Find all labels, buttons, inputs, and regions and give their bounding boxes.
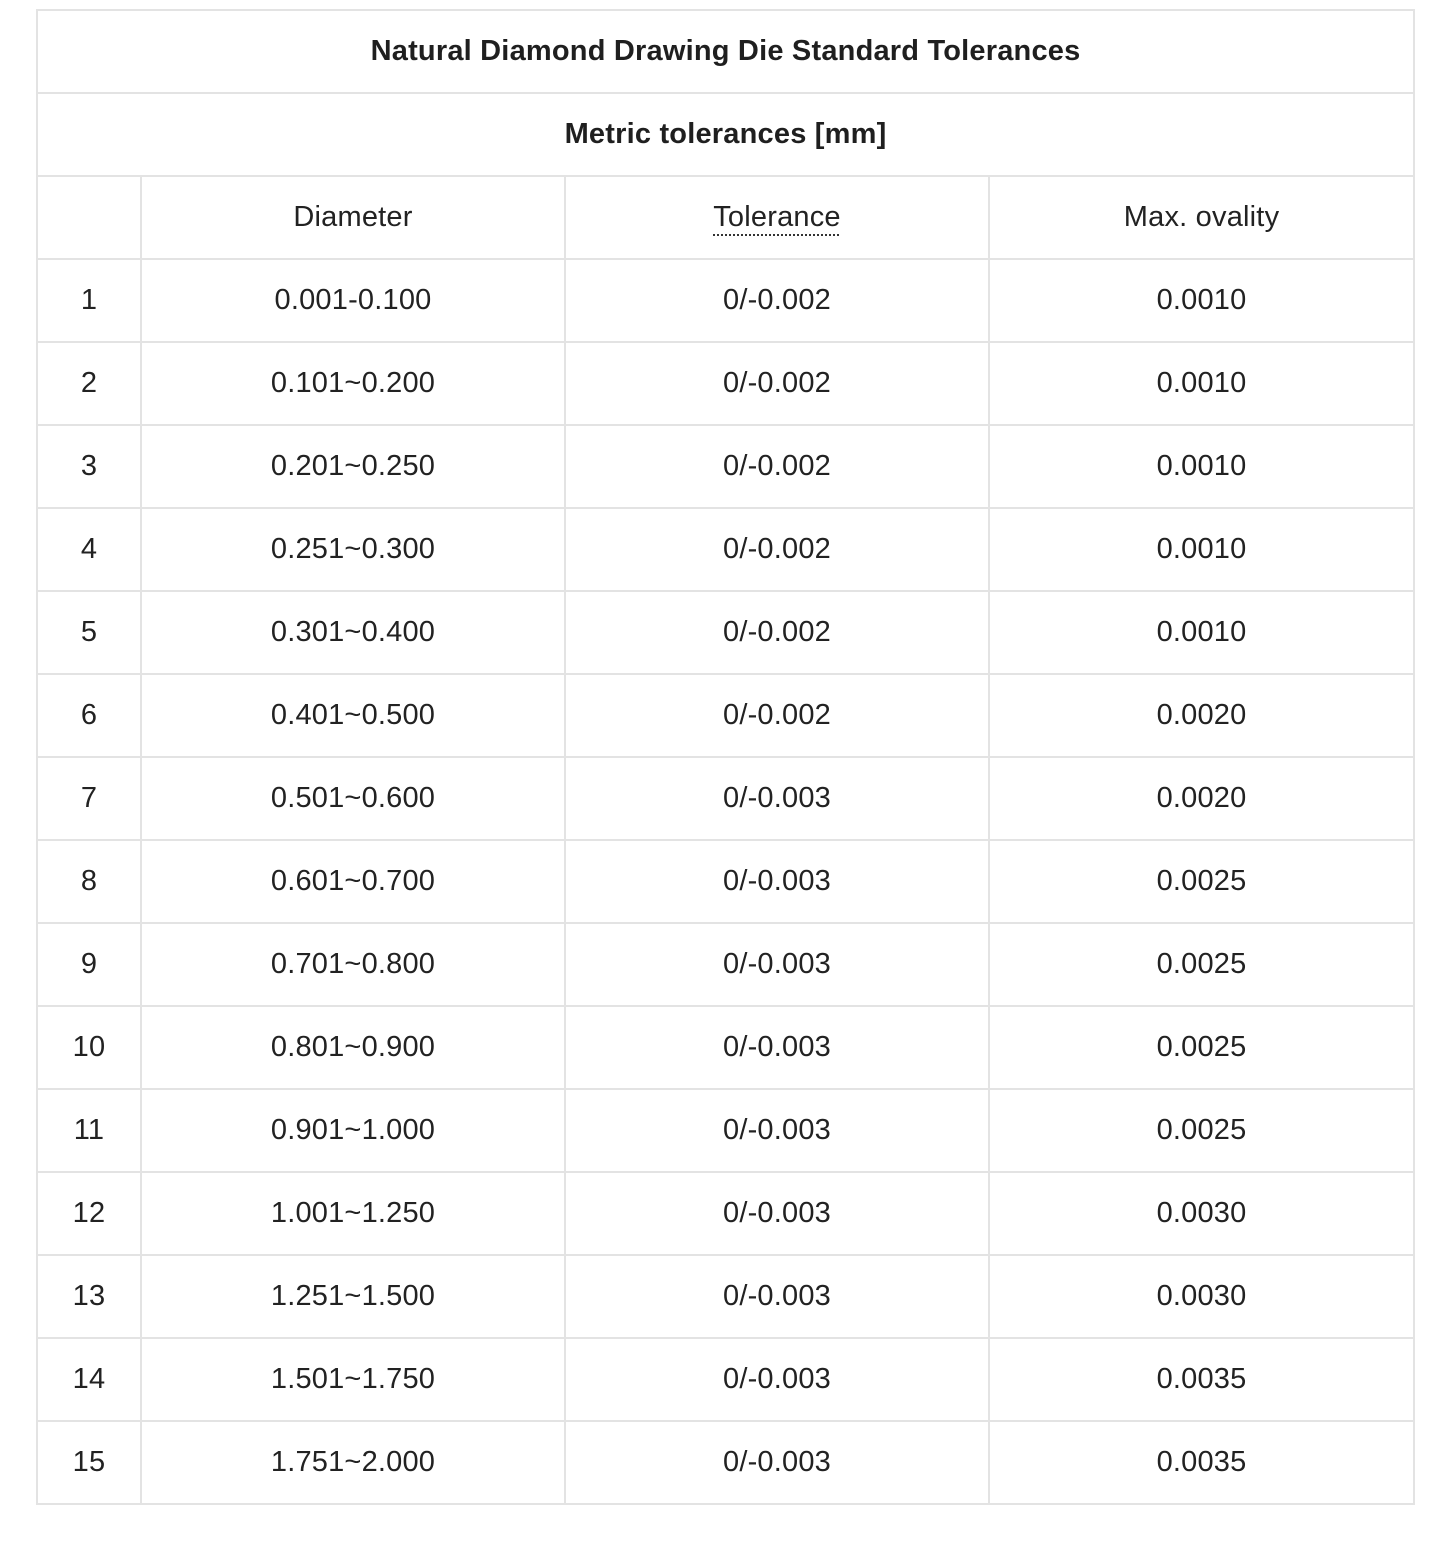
cell-tolerance: 0/-0.003 xyxy=(565,1255,989,1338)
cell-index: 12 xyxy=(37,1172,141,1255)
cell-max-ovality: 0.0020 xyxy=(989,757,1414,840)
cell-tolerance: 0/-0.003 xyxy=(565,1172,989,1255)
header-diameter: Diameter xyxy=(141,176,565,259)
header-tolerance xyxy=(565,176,989,259)
cell-index: 5 xyxy=(37,591,141,674)
cell-tolerance: 0/-0.003 xyxy=(565,1338,989,1421)
table-row xyxy=(37,757,1414,840)
table-row xyxy=(37,259,1414,342)
cell-max-ovality: 0.0030 xyxy=(989,1172,1414,1255)
title-row xyxy=(37,10,1414,93)
cell-tolerance: 0/-0.002 xyxy=(565,425,989,508)
cell-diameter: 0.101~0.200 xyxy=(141,342,565,425)
table-row xyxy=(37,674,1414,757)
cell-diameter: 1.501~1.750 xyxy=(141,1338,565,1421)
cell-diameter: 0.401~0.500 xyxy=(141,674,565,757)
cell-index: 6 xyxy=(37,674,141,757)
table-row xyxy=(37,923,1414,1006)
cell-diameter: 1.001~1.250 xyxy=(141,1172,565,1255)
subtitle-row xyxy=(37,93,1414,176)
header-max-ovality: Max. ovality xyxy=(989,176,1414,259)
cell-max-ovality: 0.0030 xyxy=(989,1255,1414,1338)
cell-diameter: 0.501~0.600 xyxy=(141,757,565,840)
table-row xyxy=(37,425,1414,508)
table-row xyxy=(37,342,1414,425)
table-row xyxy=(37,840,1414,923)
cell-max-ovality: 0.0010 xyxy=(989,425,1414,508)
table-title: Natural Diamond Drawing Die Standard Tolerances xyxy=(37,10,1414,93)
cell-index: 7 xyxy=(37,757,141,840)
table-subtitle: Metric tolerances [mm] xyxy=(37,93,1414,176)
cell-diameter: 0.251~0.300 xyxy=(141,508,565,591)
cell-max-ovality: 0.0010 xyxy=(989,508,1414,591)
cell-diameter: 0.301~0.400 xyxy=(141,591,565,674)
cell-index: 14 xyxy=(37,1338,141,1421)
cell-diameter: 0.801~0.900 xyxy=(141,1006,565,1089)
cell-index: 13 xyxy=(37,1255,141,1338)
cell-diameter: 1.251~1.500 xyxy=(141,1255,565,1338)
column-header-row xyxy=(37,176,1414,259)
cell-diameter: 0.701~0.800 xyxy=(141,923,565,1006)
cell-tolerance: 0/-0.003 xyxy=(565,1006,989,1089)
cell-max-ovality: 0.0025 xyxy=(989,840,1414,923)
cell-tolerance: 0/-0.002 xyxy=(565,508,989,591)
cell-max-ovality: 0.0035 xyxy=(989,1338,1414,1421)
tolerance-table-container xyxy=(36,9,1413,1505)
header-index xyxy=(37,176,141,259)
cell-index: 10 xyxy=(37,1006,141,1089)
table-row xyxy=(37,591,1414,674)
table-row xyxy=(37,1421,1414,1504)
cell-tolerance: 0/-0.003 xyxy=(565,923,989,1006)
table-row xyxy=(37,508,1414,591)
cell-tolerance: 0/-0.002 xyxy=(565,591,989,674)
cell-tolerance: 0/-0.003 xyxy=(565,1421,989,1504)
table-body xyxy=(37,259,1414,1504)
cell-max-ovality: 0.0025 xyxy=(989,1089,1414,1172)
cell-diameter: 0.601~0.700 xyxy=(141,840,565,923)
cell-diameter: 0.201~0.250 xyxy=(141,425,565,508)
cell-index: 15 xyxy=(37,1421,141,1504)
cell-index: 9 xyxy=(37,923,141,1006)
cell-index: 4 xyxy=(37,508,141,591)
cell-tolerance: 0/-0.003 xyxy=(565,757,989,840)
table-row xyxy=(37,1006,1414,1089)
table-row xyxy=(37,1089,1414,1172)
cell-tolerance: 0/-0.002 xyxy=(565,342,989,425)
table-row xyxy=(37,1172,1414,1255)
cell-index: 1 xyxy=(37,259,141,342)
cell-index: 3 xyxy=(37,425,141,508)
cell-max-ovality: 0.0010 xyxy=(989,259,1414,342)
cell-max-ovality: 0.0025 xyxy=(989,1006,1414,1089)
table-row xyxy=(37,1255,1414,1338)
cell-tolerance: 0/-0.002 xyxy=(565,259,989,342)
table-row xyxy=(37,1338,1414,1421)
cell-tolerance: 0/-0.003 xyxy=(565,840,989,923)
cell-index: 11 xyxy=(37,1089,141,1172)
cell-diameter: 0.901~1.000 xyxy=(141,1089,565,1172)
cell-index: 8 xyxy=(37,840,141,923)
cell-tolerance: 0/-0.002 xyxy=(565,674,989,757)
cell-diameter: 1.751~2.000 xyxy=(141,1421,565,1504)
cell-index: 2 xyxy=(37,342,141,425)
cell-max-ovality: 0.0010 xyxy=(989,591,1414,674)
tolerance-abbr: Tolerance xyxy=(713,201,841,233)
cell-max-ovality: 0.0010 xyxy=(989,342,1414,425)
cell-tolerance: 0/-0.003 xyxy=(565,1089,989,1172)
tolerance-table xyxy=(36,9,1415,1505)
cell-max-ovality: 0.0035 xyxy=(989,1421,1414,1504)
cell-max-ovality: 0.0025 xyxy=(989,923,1414,1006)
cell-diameter: 0.001-0.100 xyxy=(141,259,565,342)
cell-max-ovality: 0.0020 xyxy=(989,674,1414,757)
